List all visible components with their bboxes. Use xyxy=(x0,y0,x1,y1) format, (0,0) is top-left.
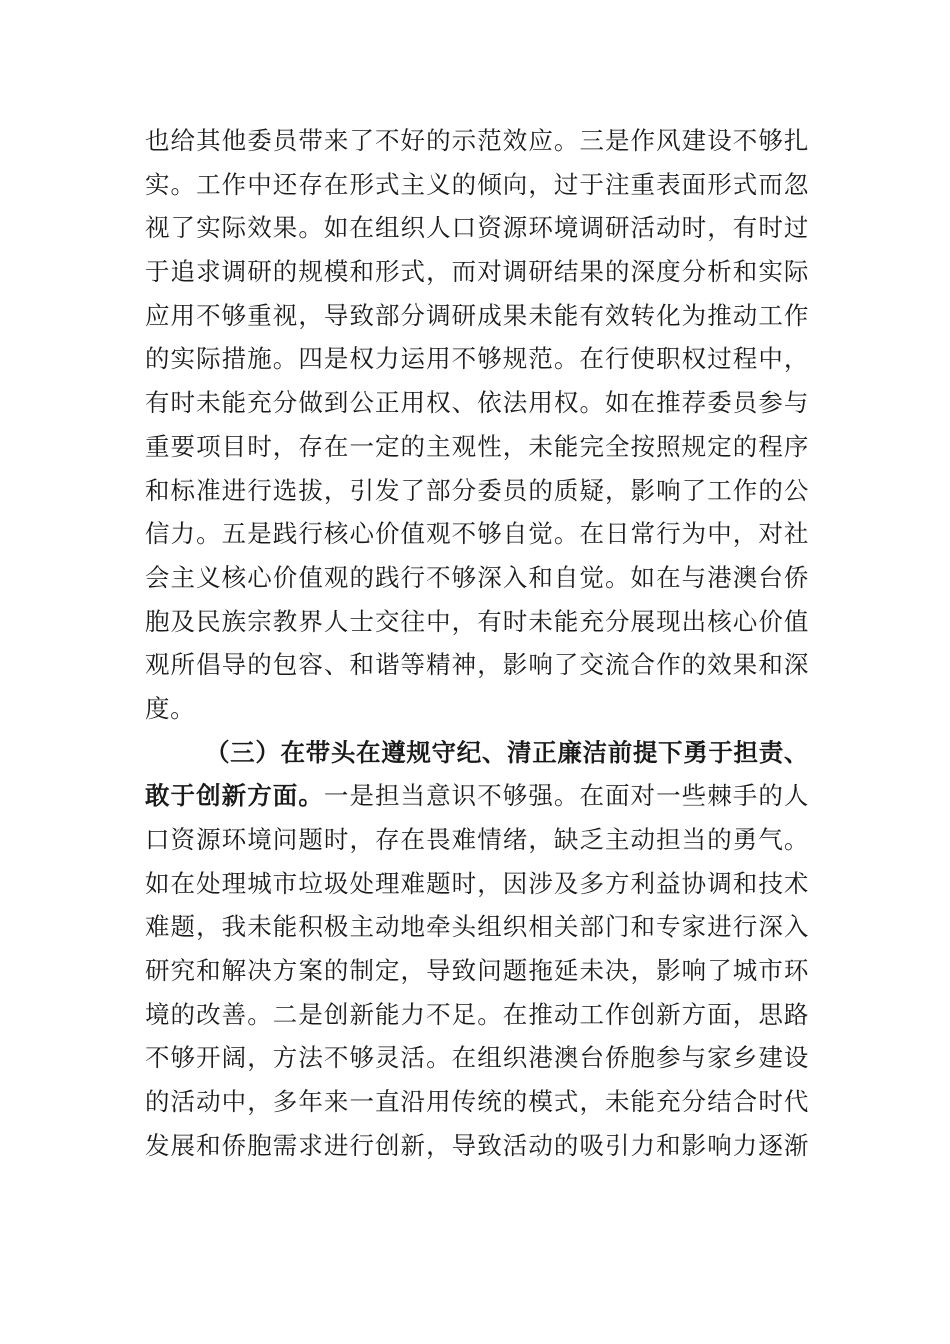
paragraph-line: 也给其他委员带来了不好的示范效应。三是作风建设不够扎 xyxy=(145,126,809,155)
paragraph-line: 胞及民族宗教界人士交往中，有时未能充分展现出核心价值 xyxy=(145,606,809,636)
paragraph-line: 发展和侨胞需求进行创新，导致活动的吸引力和影响力逐渐 xyxy=(145,1130,809,1160)
paragraph-line: 境的改善。二是创新能力不足。在推动工作创新方面，思路 xyxy=(145,999,809,1029)
paragraph-line: 观所倡导的包容、和谐等精神，影响了交流合作的效果和深 xyxy=(145,650,809,680)
paragraph-line: 难题，我未能积极主动地牵头组织相关部门和专家进行深入 xyxy=(145,912,809,942)
paragraph-line: 口资源环境问题时，存在畏难情绪，缺乏主动担当的勇气。 xyxy=(145,825,809,854)
section-heading: （三）在带头在遵规守纪、清正廉洁前提下勇于担责、 xyxy=(205,737,809,767)
paragraph-line: 于追求调研的规模和形式，而对调研结果的深度分析和实际 xyxy=(145,257,809,287)
paragraph-line: 会主义核心价值观的践行不够深入和自觉。如在与港澳台侨 xyxy=(145,562,809,592)
section-heading-continuation xyxy=(145,774,809,818)
paragraph-line: 有时未能充分做到公正用权、依法用权。如在推荐委员参与 xyxy=(145,388,809,418)
paragraph-line: 视了实际效果。如在组织人口资源环境调研活动时，有时过 xyxy=(145,213,809,243)
paragraph-line: 信力。五是践行核心价值观不够自觉。在日常行为中，对社 xyxy=(145,519,809,549)
paragraph-line: 重要项目时，存在一定的主观性，未能完全按照规定的程序 xyxy=(145,431,809,461)
paragraph-line: 应用不够重视，导致部分调研成果未能有效转化为推动工作 xyxy=(145,300,809,330)
paragraph-line: 的实际措施。四是权力运用不够规范。在行使职权过程中， xyxy=(145,344,809,374)
paragraph-line: 不够开阔，方法不够灵活。在组织港澳台侨胞参与家乡建设 xyxy=(145,1043,809,1073)
paragraph-line: 如在处理城市垃圾处理难题时，因涉及多方利益协调和技术 xyxy=(145,868,809,898)
paragraph-line: 的活动中，多年来一直沿用传统的模式，未能充分结合时代 xyxy=(145,1087,809,1117)
paragraph-line: 度。 xyxy=(145,693,196,723)
section-heading-bold: 敢于创新方面。 xyxy=(145,781,324,811)
paragraph-line: 研究和解决方案的制定，导致问题拖延未决，影响了城市环 xyxy=(145,956,809,986)
section-text: 一是担当意识不够强。在面对一些棘手的人 xyxy=(323,781,809,811)
body-text xyxy=(145,119,809,1168)
paragraph-line: 实。工作中还存在形式主义的倾向，过于注重表面形式而忽 xyxy=(145,169,809,199)
paragraph-line: 和标准进行选拔，引发了部分委员的质疑，影响了工作的公 xyxy=(145,475,809,505)
